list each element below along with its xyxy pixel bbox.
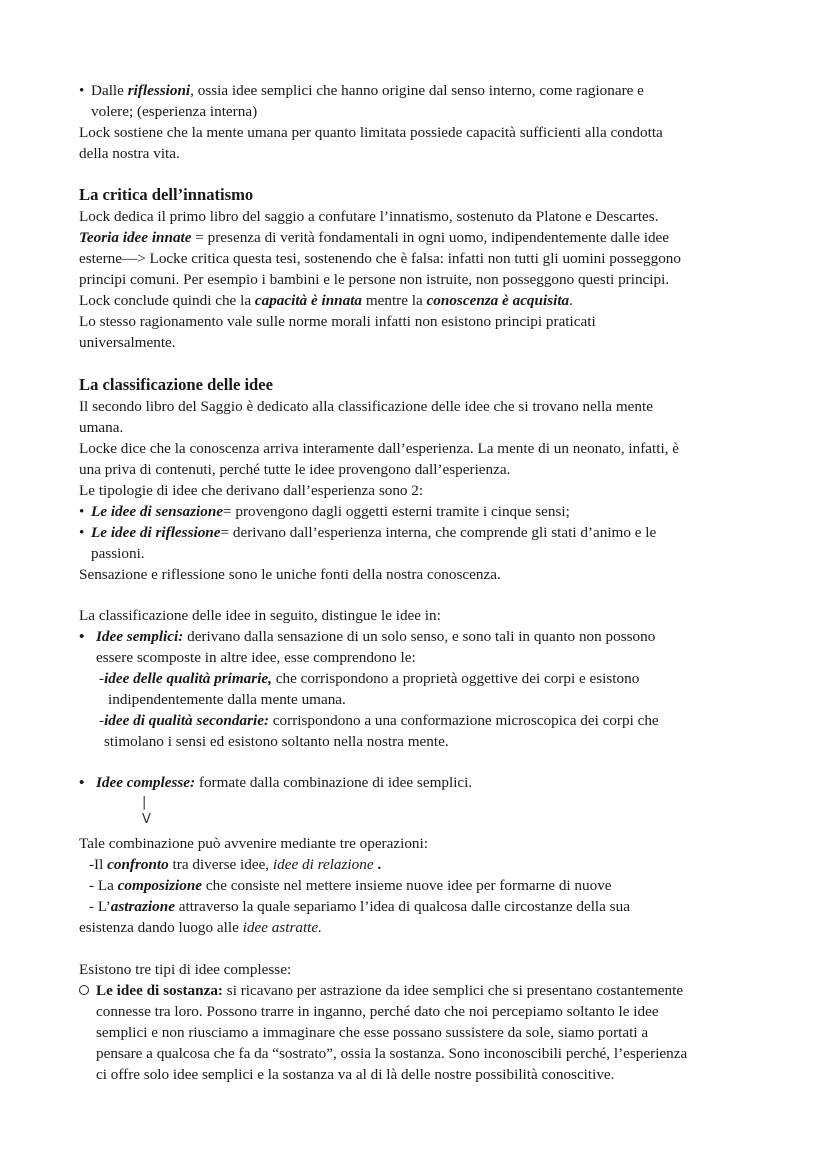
text-run: Lock dedica il primo libro del saggio a confutare l’innatismo, sostenuto da Platone e Descartes. xyxy=(79,208,659,225)
text-line xyxy=(79,311,596,332)
text-line xyxy=(108,689,346,710)
bullet-icon: • xyxy=(79,503,85,520)
text-run: della nostra vita. xyxy=(79,145,180,162)
text-run: - La xyxy=(89,877,118,894)
text-line xyxy=(104,731,449,752)
text-line xyxy=(96,1064,614,1085)
text-line xyxy=(79,396,653,417)
text-run: esistenza dando luogo alle xyxy=(79,919,243,936)
text-run: idee delle qualità primarie, xyxy=(104,670,272,687)
text-line xyxy=(79,605,441,626)
text-run: = presenza di verità fondamentali in ogni uomo, indipendentemente dalle idee xyxy=(191,229,670,246)
section-heading xyxy=(79,374,273,395)
text-run: passioni. xyxy=(91,545,145,562)
text-line xyxy=(79,959,291,980)
text-line xyxy=(96,647,416,668)
text-run: una priva di contenuti, perché tutte le idee provengono dall’esperienza. xyxy=(79,461,511,478)
text-run: tra diverse idee, xyxy=(168,856,273,873)
text-run: Locke dice che la conoscenza arriva interamente dall’esperienza. La mente di un neonato, infatti, è xyxy=(79,440,680,457)
text-line xyxy=(91,522,656,543)
text-run: composizione xyxy=(117,877,203,894)
text-run: La classificazione delle idee xyxy=(79,375,274,394)
text-line xyxy=(96,980,683,1001)
text-run: umana. xyxy=(79,419,124,436)
text-line xyxy=(96,626,655,647)
text-run: Lock conclude quindi che la xyxy=(79,292,255,309)
text-run: essere scomposte in altre idee, esse comprendono le: xyxy=(96,649,416,666)
text-line xyxy=(79,438,679,459)
text-line xyxy=(89,854,381,875)
text-line xyxy=(79,833,428,854)
text-line xyxy=(79,143,180,164)
text-run: conoscenza è acquisita xyxy=(426,292,570,309)
text-line xyxy=(79,332,176,353)
text-run: -Il xyxy=(89,856,108,873)
text-line xyxy=(96,1001,659,1022)
text-run: universalmente. xyxy=(79,334,176,351)
text-run: Esistono tre tipi di idee complesse: xyxy=(79,961,292,978)
text-run: Tale combinazione può avvenire mediante tre operazioni: xyxy=(79,835,428,852)
text-run: Lock sostiene che la mente umana per quanto limitata possiede capacità sufficienti alla condotta xyxy=(79,124,663,141)
text-run: Idee complesse: xyxy=(96,774,196,791)
text-line xyxy=(89,896,630,917)
text-run: che corrispondono a proprietà oggettive dei corpi e esistono xyxy=(271,670,640,687)
text-line xyxy=(79,917,322,938)
text-run: Le idee di sostanza: xyxy=(96,982,223,999)
text-run: La classificazione delle idee in seguito, distingue le idee in: xyxy=(79,607,441,624)
section-heading xyxy=(79,184,253,205)
text-run: = derivano dall’esperienza interna, che comprende gli stati d’animo e le xyxy=(220,524,657,541)
text-run: = provengono dagli oggetti esterni tramite i cinque sensi; xyxy=(223,503,570,520)
text-run: idee astratte. xyxy=(242,919,322,936)
text-run: pensare a qualcosa che fa da “sostrato”, ossia la sostanza. Sono inconoscibili perché, l’esperienza xyxy=(96,1045,688,1062)
text-line xyxy=(79,122,663,143)
text-line xyxy=(79,269,669,290)
text-run: volere; (esperienza interna) xyxy=(91,103,258,120)
bullet-icon: • xyxy=(79,524,85,541)
text-line xyxy=(79,564,501,585)
text-line xyxy=(79,459,510,480)
text-run: mentre la xyxy=(362,292,427,309)
text-line xyxy=(79,417,123,438)
text-run: . xyxy=(373,856,382,873)
text-run: Sensazione e riflessione sono le uniche fonti della nostra conoscenza. xyxy=(79,566,501,583)
text-run: attraverso la quale separiamo l’idea di qualcosa dalle circostanze della sua xyxy=(174,898,630,915)
text-run: riflessioni xyxy=(127,82,191,99)
text-run: si ricavano per astrazione da idee semplici che si presentano costantemente xyxy=(222,982,684,999)
text-line xyxy=(99,710,659,731)
text-run: indipendentemente dalla mente umana. xyxy=(108,691,346,708)
down-arrow-stem: | xyxy=(142,795,147,810)
bullet-icon: • xyxy=(79,628,85,645)
text-line xyxy=(91,501,570,522)
circle-bullet-icon xyxy=(79,985,89,995)
text-run: ci offre solo idee semplici e la sostanza va al di là delle nostre possibilità conoscitive. xyxy=(96,1066,615,1083)
text-run: che consiste nel mettere insieme nuove idee per formarne di nuove xyxy=(202,877,612,894)
text-line xyxy=(91,543,145,564)
text-run: - xyxy=(99,670,105,687)
text-run: Teoria idee innate xyxy=(79,229,192,246)
text-line xyxy=(99,668,639,689)
text-run: idee di relazione xyxy=(272,856,374,873)
text-run: principi comuni. Per esempio i bambini e le persone non istruite, non posseggono questi principi. xyxy=(79,271,670,288)
text-run: idee di qualità secondarie: xyxy=(104,712,269,729)
down-arrow-head: V xyxy=(142,812,151,827)
text-run: capacità è innata xyxy=(254,292,363,309)
text-line xyxy=(91,80,644,101)
text-run: , ossia idee semplici che hanno origine dal senso interno, come ragionare e xyxy=(190,82,644,99)
text-line xyxy=(79,206,659,227)
text-run: Le tipologie di idee che derivano dall’esperienza sono 2: xyxy=(79,482,424,499)
text-line xyxy=(96,1022,648,1043)
text-run: corrispondono a una conformazione microscopica dei corpi che xyxy=(269,712,659,729)
text-run: derivano dalla sensazione di un solo senso, e sono tali in quanto non possono xyxy=(183,628,656,645)
text-run: connesse tra loro. Possono trarre in inganno, perché dato che noi percepiamo soltanto le idee xyxy=(96,1003,659,1020)
text-run: - xyxy=(99,712,105,729)
text-line xyxy=(79,480,423,501)
text-run: Lo stesso ragionamento vale sulle norme morali infatti non esistono principi praticati xyxy=(79,313,596,330)
text-run: semplici e non riusciamo a immaginare che esse possano sussistere da sole, siamo portati a xyxy=(96,1024,649,1041)
text-line xyxy=(91,101,257,122)
text-run: Idee semplici: xyxy=(96,628,184,645)
text-line xyxy=(89,875,612,896)
bullet-icon: • xyxy=(79,774,85,791)
text-run: Le idee di riflessione xyxy=(91,524,221,541)
bullet-icon: • xyxy=(79,82,85,99)
text-run: La critica dell’innatismo xyxy=(79,185,254,204)
text-line xyxy=(79,248,681,269)
text-run: formate dalla combinazione di idee semplici. xyxy=(195,774,473,791)
text-line xyxy=(96,1043,687,1064)
text-line xyxy=(79,290,573,311)
text-run: astrazione xyxy=(110,898,175,915)
text-run: confronto xyxy=(107,856,169,873)
text-line xyxy=(96,772,472,793)
text-run: stimolano i sensi ed esistono soltanto nella nostra mente. xyxy=(104,733,449,750)
text-run: Il secondo libro del Saggio è dedicato alla classificazione delle idee che si trovano nella mente xyxy=(79,398,653,415)
text-run: Le idee di sensazione xyxy=(91,503,224,520)
text-line xyxy=(79,227,669,248)
text-run: . xyxy=(569,292,573,309)
text-run: - L’ xyxy=(89,898,111,915)
text-run: Dalle xyxy=(91,82,128,99)
text-run: esterne—> Locke critica questa tesi, sostenendo che è falsa: infatti non tutti gli uomini posseggono xyxy=(79,250,681,267)
